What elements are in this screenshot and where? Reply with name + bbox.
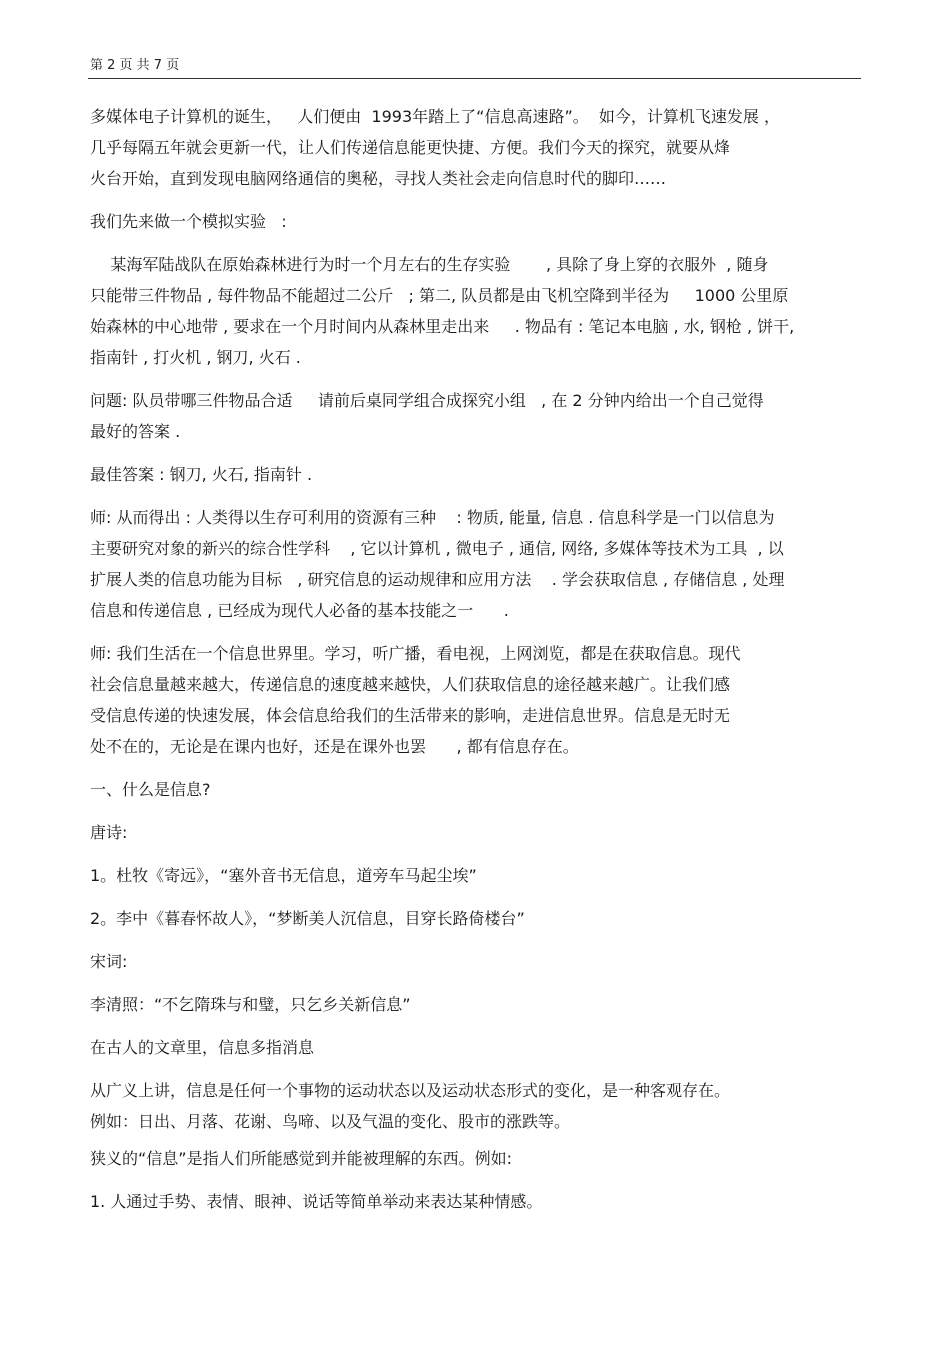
paragraph xyxy=(90,206,870,237)
text-line: 1。杜牧《寄远》，“塞外音书无信息，道旁车马起尘埃” xyxy=(90,866,477,885)
text-line: 宋词: xyxy=(90,952,128,971)
text-line: 最佳答案 : 钢刀, 火石, 指南针 . xyxy=(90,465,313,484)
paragraph xyxy=(90,860,870,891)
text-line: 最好的答案 . xyxy=(90,422,181,441)
paragraph xyxy=(90,385,870,447)
paragraph xyxy=(90,1186,870,1217)
text-line: 在古人的文章里，信息多指消息 xyxy=(90,1038,315,1057)
paragraph xyxy=(90,1032,870,1063)
text-line: 多媒体电子计算机的诞生， 人们便由 1993年踏上了“信息高速路”。 如今，计算机飞速发展 ， xyxy=(90,107,780,126)
text-line: 我们先来做一个模拟实验 : xyxy=(90,212,287,231)
paragraph xyxy=(90,903,870,934)
paragraph xyxy=(90,1075,870,1137)
text-line: 始森林的中心地带 , 要求在一个月时间内从森林里走出来 . 物品有 : 笔记本电脑 , 水, 钢枪 , 饼干, xyxy=(90,317,795,336)
text-line: 李清照：“不乞隋珠与和璧，只乞乡关新信息” xyxy=(90,995,411,1014)
text-line: 处不在的，无论是在课内也好，还是在课外也罢 , 都有信息存在。 xyxy=(90,737,579,756)
text-line: 唐诗: xyxy=(90,823,128,842)
text-line: 师: 我们生活在一个信息世界里。学习，听广播，看电视，上网浏览，都是在获取信息。现代 xyxy=(90,644,741,663)
text-line: 信息和传递信息 , 已经成为现代人必备的基本技能之一 . xyxy=(90,601,509,620)
text-line: 例如：日出、月落、花谢、鸟啼、以及气温的变化、股市的涨跌等。 xyxy=(90,1112,571,1131)
paragraph xyxy=(90,101,870,194)
text-line: 2。李中《暮春怀故人》，“梦断美人沉信息，目穿长路倚楼台” xyxy=(90,909,525,928)
text-line: 一、什么是信息? xyxy=(90,780,211,799)
text-line: 某海军陆战队在原始森林进行为时一个月左右的生存实验 , 具除了身上穿的衣服外 , 随身 xyxy=(90,255,769,274)
paragraph xyxy=(90,249,870,373)
text-line: 几乎每隔五年就会更新一代，让人们传递信息能更快捷、方便。我们今天的探究，就要从烽 xyxy=(90,138,731,157)
text-line: 问题: 队员带哪三件物品合适 请前后桌同学组合成探究小组 , 在 2 分钟内给出一个自己觉得 xyxy=(90,391,764,410)
text-line: 指南针 , 打火机 , 钢刀, 火石 . xyxy=(90,348,301,367)
text-line: 社会信息量越来越大，传递信息的速度越来越快，人们获取信息的途径越来越广。让我们感 xyxy=(90,675,731,694)
text-line: 狭义的“信息”是指人们所能感觉到并能被理解的东西。例如: xyxy=(90,1149,512,1168)
text-line: 主要研究对象的新兴的综合性学科 , 它以计算机 , 微电子 , 通信, 网络, 多媒体等技术为工具 , 以 xyxy=(90,539,784,558)
paragraph xyxy=(90,638,870,762)
text-line: 只能带三件物品 , 每件物品不能超过二公斤 ; 第二, 队员都是由飞机空降到半径为 1000 公里原 xyxy=(90,286,789,305)
paragraph xyxy=(90,817,870,848)
paragraph xyxy=(90,1143,870,1174)
page-header: 第 2 页 共 7 页 xyxy=(90,58,180,73)
text-line: 1. 人通过手势、表情、眼神、说话等简单举动来表达某种情感。 xyxy=(90,1192,543,1211)
header-divider xyxy=(88,78,861,79)
paragraph xyxy=(90,989,870,1020)
text-line: 受信息传递的快速发展，体会信息给我们的生活带来的影响，走进信息世界。信息是无时无 xyxy=(90,706,731,725)
document-body xyxy=(90,101,870,1229)
text-line: 从广义上讲，信息是任何一个事物的运动状态以及运动状态形式的变化，是一种客观存在。 xyxy=(90,1081,731,1100)
text-line: 师: 从而得出 : 人类得以生存可利用的资源有三种 : 物质, 能量, 信息 . 信息科学是一门以信息为 xyxy=(90,508,775,527)
text-line: 扩展人类的信息功能为目标 , 研究信息的运动规律和应用方法 . 学会获取信息 , 存储信息 , 处理 xyxy=(90,570,785,589)
paragraph xyxy=(90,946,870,977)
paragraph xyxy=(90,502,870,626)
paragraph xyxy=(90,774,870,805)
paragraph xyxy=(90,459,870,490)
text-line: 火台开始，直到发现电脑网络通信的奥秘，寻找人类社会走向信息时代的脚印…… xyxy=(90,169,667,188)
